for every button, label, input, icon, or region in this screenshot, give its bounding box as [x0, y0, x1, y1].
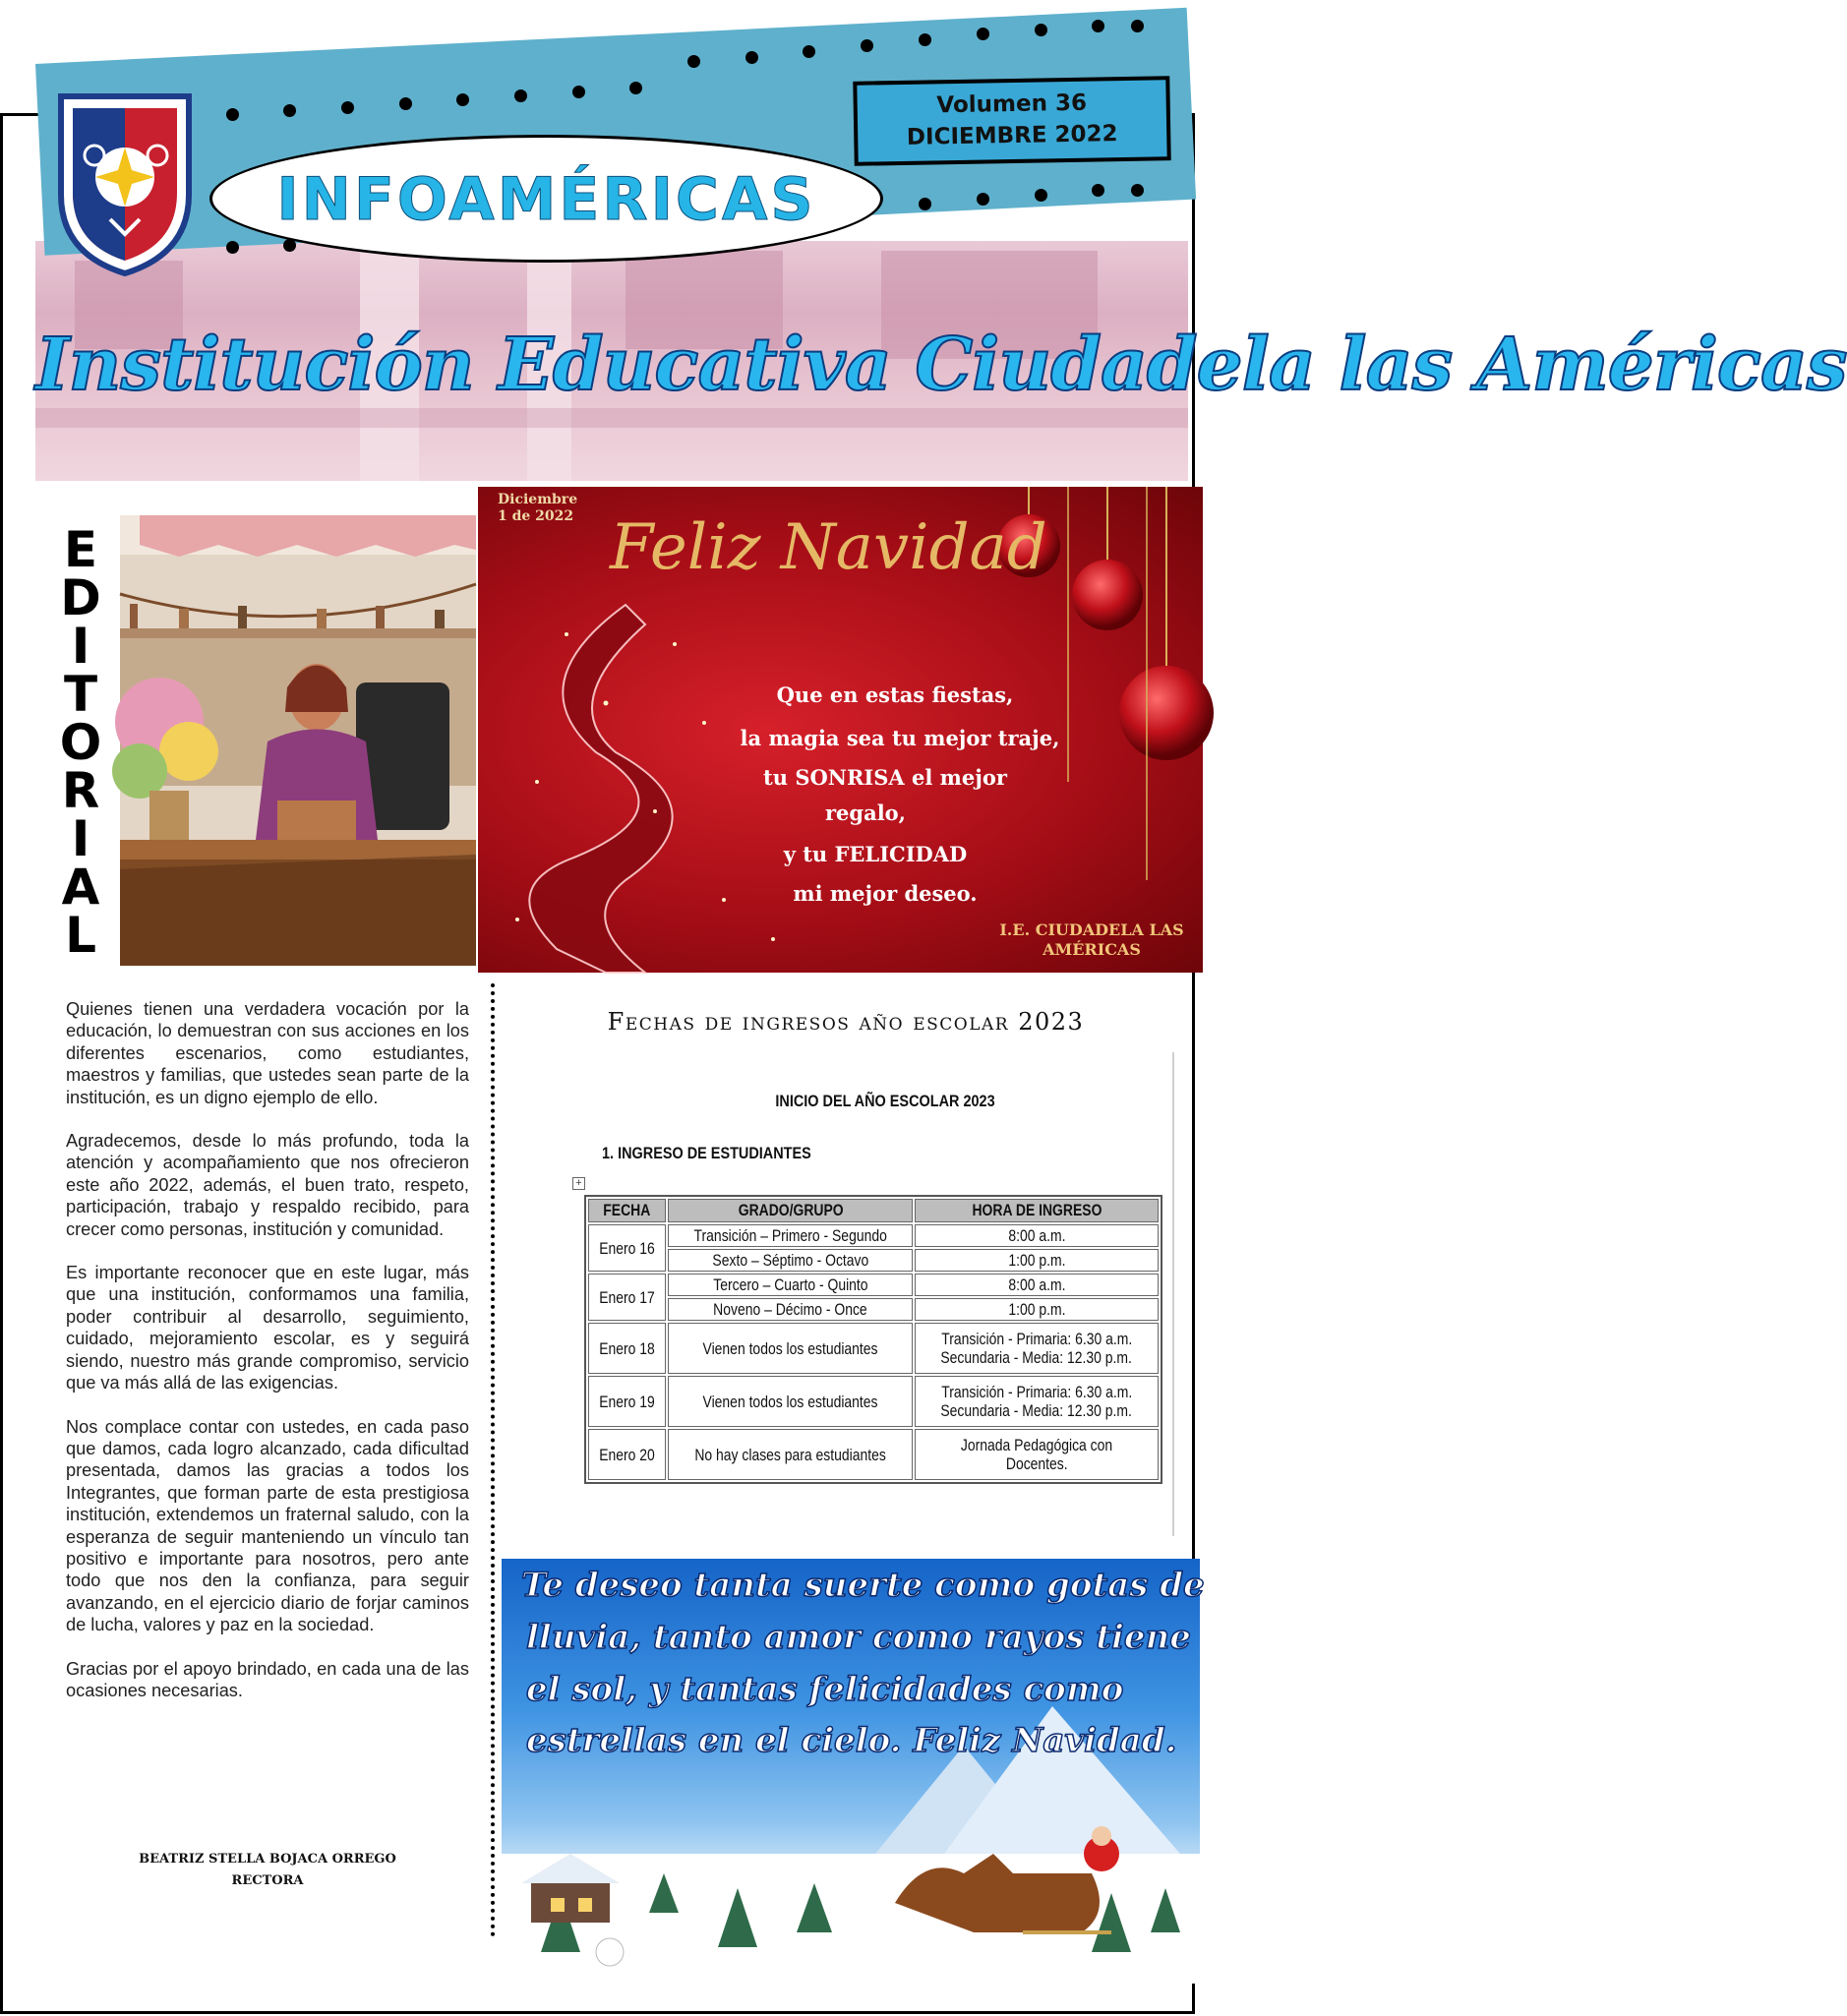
- table-cell-time: Transición - Primaria: 6.30 a.m. Secundaria - Media: 12.30 p.m.: [915, 1376, 1158, 1427]
- editorial-paragraph: Es importante reconocer que en este lugar, más que una institución, conformamos una familia, poder contribuir al desarrollo, seguimiento, cuidado, mejoramiento escolar, es y seguirá siendo, nuestro más grande compromiso, servicio que va más allá de las exigencias.: [66, 1263, 469, 1393]
- table-row: [588, 1249, 1159, 1272]
- table-cell-time: 8:00 a.m.: [915, 1274, 1158, 1296]
- wish-line: lluvia, tanto amor como rayos tiene: [526, 1618, 1191, 1657]
- table-cell-group: Noveno – Décimo - Once: [668, 1298, 913, 1321]
- card-date: [498, 492, 586, 525]
- table-cell-group: No hay clases para estudiantes: [668, 1429, 913, 1480]
- column-header: FECHA: [588, 1199, 666, 1222]
- table-cell-date: Enero 16: [588, 1224, 666, 1272]
- card-signature-line1: I.E. CIUDADELA LAS: [999, 920, 1184, 939]
- table-row: [588, 1224, 1159, 1247]
- editorial-vertical-heading: [51, 521, 110, 964]
- table-move-handle-icon: +: [572, 1177, 585, 1190]
- column-header: GRADO/GRUPO: [668, 1199, 913, 1222]
- schedule-title: INICIO DEL AÑO ESCOLAR 2023: [775, 1092, 995, 1110]
- card-date-line1: Diciembre: [498, 492, 578, 507]
- editorial-letter: A: [61, 859, 100, 916]
- table-cell-date: Enero 19: [588, 1376, 666, 1427]
- schedule-subtitle: 1. INGRESO DE ESTUDIANTES: [602, 1144, 811, 1162]
- editorial-letter: R: [61, 762, 100, 819]
- card-date-line2: 1 de 2022: [498, 508, 574, 524]
- newsletter-title: INFOAMÉRICAS: [276, 165, 816, 234]
- card-line: tu SONRISA el mejor: [763, 765, 1007, 790]
- editorial-letter: L: [65, 907, 96, 964]
- card-title: Feliz Navidad: [610, 511, 1047, 584]
- table-cell-group: Tercero – Cuarto - Quinto: [668, 1274, 913, 1296]
- column-divider: [491, 983, 495, 1937]
- editorial-letter: I: [71, 618, 90, 675]
- editorial-letter: I: [71, 810, 90, 867]
- card-line: y tu FELICIDAD: [783, 842, 968, 866]
- schedule-table: [584, 1195, 1162, 1484]
- column-header: HORA DE INGRESO: [915, 1199, 1158, 1222]
- wish-line: el sol, y tantas felicidades como: [526, 1670, 1124, 1709]
- editorial-paragraph: Gracias por el apoyo brindado, en cada una de las ocasiones necesarias.: [66, 1658, 469, 1700]
- table-cell-time: Jornada Pedagógica con Docentes.: [915, 1429, 1158, 1480]
- card-line: mi mejor deseo.: [793, 881, 978, 906]
- signature-name: BEATRIZ STELLA BOJACA ORREGO: [139, 1852, 396, 1867]
- schedule-heading: Fechas de ingresos año escolar 2023: [607, 1008, 1085, 1036]
- editorial-letter: D: [60, 569, 101, 626]
- editorial-signature: [66, 1849, 469, 1892]
- editorial-letter: T: [63, 666, 98, 723]
- table-cell-time: 8:00 a.m.: [915, 1224, 1158, 1247]
- volume-box: [853, 76, 1170, 166]
- card-line: regalo,: [824, 800, 906, 825]
- institution-name: Institución Educativa Ciudadela las Américas: [35, 323, 1847, 407]
- card-line: la magia sea tu mejor traje,: [740, 726, 1060, 750]
- editorial-letter: O: [59, 714, 102, 771]
- table-cell-date: Enero 18: [588, 1323, 666, 1374]
- table-row: [588, 1274, 1159, 1296]
- table-cell-date: Enero 20: [588, 1429, 666, 1480]
- table-header-row: [588, 1199, 1159, 1222]
- issue-date: DICIEMBRE 2022: [906, 121, 1118, 150]
- editorial-body: [66, 998, 469, 1723]
- volume-number: Volumen 36: [936, 89, 1088, 119]
- editorial-paragraph: Nos complace contar con ustedes, en cada paso que damos, cada logro alcanzado, cada dificultad presentada, damos las gracias a todos los Integrantes, que forman parte de esta prestigiosa institución, extendemos un fraternal saludo, con la esperanza de seguir manteniendo un vínculo tan positivo e importante para nosotros, pero ante todo que nos den la confianza, para seguir avanzando, en el ejercicio diario de forjar caminos de lucha, valores y paz en la sociedad.: [66, 1416, 469, 1635]
- table-cell-group: Vienen todos los estudiantes: [668, 1376, 913, 1427]
- table-cell-group: Sexto – Séptimo - Octavo: [668, 1249, 913, 1272]
- wish-line: estrellas en el cielo. Feliz Navidad.: [526, 1721, 1177, 1760]
- table-row: [588, 1323, 1159, 1374]
- table-cell-group: Transición – Primero - Segundo: [668, 1224, 913, 1247]
- editorial-paragraph: Quienes tienen una verdadera vocación por la educación, lo demuestran con sus acciones en los diferentes escenarios, como estudiantes, maestros y familias, que ustedes sean parte de la institución, es un digno ejemplo de ello.: [66, 999, 469, 1107]
- table-row: [588, 1298, 1159, 1321]
- editorial-paragraph: Agradecemos, desde lo más profundo, toda la atención y acompañamiento que nos ofrecieron este año 2022, además, el buen trato, respeto, participación, trabajo y respaldo recibido, para crecer como personas, institución y comunidad.: [66, 1131, 469, 1239]
- wish-line: Te deseo tanta suerte como gotas de: [521, 1566, 1205, 1605]
- rector-photo: [120, 515, 476, 966]
- table-row: [588, 1376, 1159, 1427]
- table-cell-time: 1:00 p.m.: [915, 1298, 1158, 1321]
- card-signature-line2: AMÉRICAS: [1043, 940, 1141, 959]
- table-cell-date: Enero 17: [588, 1274, 666, 1321]
- table-row: [588, 1429, 1159, 1480]
- editorial-letter: E: [63, 521, 98, 578]
- table-cell-group: Vienen todos los estudiantes: [668, 1323, 913, 1374]
- card-line: Que en estas fiestas,: [776, 682, 1014, 707]
- table-cell-time: 1:00 p.m.: [915, 1249, 1158, 1272]
- card-signature: [983, 920, 1200, 960]
- signature-role: RECTORA: [231, 1873, 304, 1888]
- table-cell-time: Transición - Primaria: 6.30 a.m. Secundaria - Media: 12.30 p.m.: [915, 1323, 1158, 1374]
- school-crest-logo: [51, 87, 199, 278]
